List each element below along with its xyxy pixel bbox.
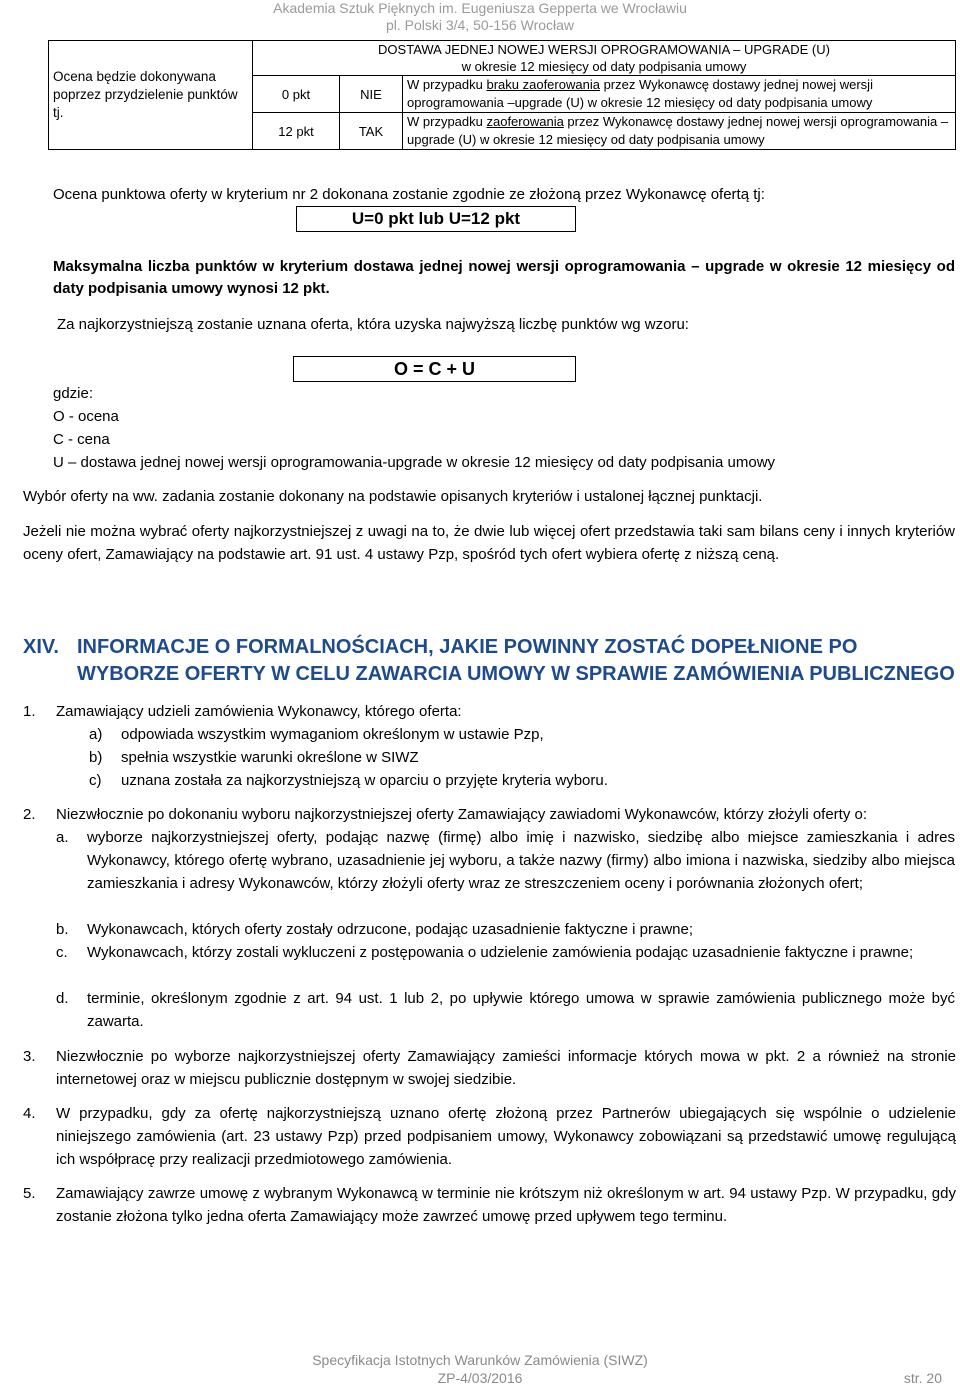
answer-cell: NIE xyxy=(340,76,403,113)
definition-c: C - cena xyxy=(53,431,110,448)
sub-text: Wykonawcach, którzy zostali wykluczeni z postępowania o udzielenie zamówienia podając uzasadnienie faktyczne i prawne; xyxy=(87,944,914,961)
sub-text: odpowiada wszystkim wymaganiom określonym w ustawie Pzp, xyxy=(121,726,544,743)
item-number: 5. xyxy=(23,1185,36,1202)
item-text: W przypadku, gdy za ofertę najkorzystniejszą uznano ofertę złożoną przez Partnerów ubiegających się wspólnie o udzielenie niniejszego zamówienia (art. 23 ustawy Pzp) przed podpisaniem umowy, Wykonawcy zobowiązani są przedstawić umowę regulującą ich współpracę przy realizacji przedmiotowego zamówienia. xyxy=(56,1105,956,1168)
intro-text: Ocena punktowa oferty w kryterium nr 2 dokonana zostanie zgodnie ze złożoną przez Wykonawcę ofertą tj: xyxy=(53,186,765,203)
sub-letter: c. xyxy=(56,944,68,961)
criteria-left-text: Ocena będzie dokonywana poprzez przydzielenie punktów tj. xyxy=(49,41,253,150)
section-title: INFORMACJE O FORMALNOŚCIACH, JAKIE POWINNY ZOSTAĆ DOPEŁNIONE PO WYBORZE OFERTY W CELU ZAWARCIA UMOWY W SPRAWIE ZAMÓWIENIA PUBLICZNEGO xyxy=(77,636,955,685)
definition-u: U – dostawa jednej nowej wersji oprogramowania-upgrade w okresie 12 miesięcy od daty podpisania umowy xyxy=(53,454,776,471)
section-number: XIV. xyxy=(23,636,59,658)
header-address: pl. Polski 3/4, 50-156 Wrocław xyxy=(385,17,575,33)
max-points-text: Maksymalna liczba punktów w kryterium dostawa jednej nowej wersji oprogramowania – upgrade w okresie 12 miesięcy od daty podpisania umowy wynosi 12 pkt. xyxy=(53,258,955,297)
sub-letter: a) xyxy=(89,726,103,743)
sub-text: uznana została za najkorzystniejszą w oparciu o przyjęte kryteria wyboru. xyxy=(121,772,608,789)
sub-text: terminie, określonym zgodnie z art. 94 ust. 1 lub 2, po upływie którego umowa w sprawie zamówienia publicznego może być zawarta. xyxy=(87,990,955,1030)
item-text: Niezwłocznie po wyborze najkorzystniejszej oferty Zamawiający zamieści informacje których mowa w pkt. 2 a również na stronie internetowej oraz w miejscu publicznie dostępnym w swojej siedzibie. xyxy=(56,1048,956,1088)
tie-text: Jeżeli nie można wybrać oferty najkorzystniejszej z uwagi na to, że dwie lub więcej ofert przedstawia taki sam bilans ceny i innych kryteriów oceny ofert, Zamawiający na podstawie art. 91 ust. 4 ustawy Pzp, spośród tych ofert wybiera ofertę z niższą ceną. xyxy=(23,523,955,563)
sub-letter: c) xyxy=(89,772,102,789)
best-offer-text: Za najkorzystniejszą zostanie uznana oferta, która uzyska najwyższą liczbę punktów wg wzoru: xyxy=(57,316,689,333)
definition-o: O - ocena xyxy=(53,408,119,425)
sub-letter: d. xyxy=(56,990,69,1007)
sub-text: Wykonawcach, których oferty zostały odrzucone, podając uzasadnienie faktyczne i prawne; xyxy=(87,921,694,938)
item-number: 4. xyxy=(23,1105,36,1122)
where-label: gdzie: xyxy=(53,385,94,402)
criteria-table xyxy=(48,40,956,150)
answer-cell: TAK xyxy=(340,113,403,150)
sub-text: spełnia wszystkie warunki określone w SIWZ xyxy=(121,749,419,766)
footer-reference: ZP-4/03/2016 xyxy=(437,1370,523,1386)
item-text: Niezwłocznie po dokonaniu wyboru najkorzystniejszej oferty Zamawiający zawiadomi Wykonawców, którzy złożyli oferty o: xyxy=(56,806,868,823)
item-number: 3. xyxy=(23,1048,36,1065)
sub-letter: b) xyxy=(89,749,103,766)
header-institution: Akademia Sztuk Pięknych im. Eugeniusza Gepperta we Wrocławiu xyxy=(273,0,687,16)
points-cell: 12 pkt xyxy=(253,113,340,150)
description-cell: W przypadku zaoferowania przez Wykonawcę dostawy jednej nowej wersji oprogramowania – upgrade (U) w okresie 12 miesięcy od daty podpisania umowy xyxy=(403,113,956,150)
u-formula-box: U=0 pkt lub U=12 pkt xyxy=(296,206,576,232)
points-cell: 0 pkt xyxy=(253,76,340,113)
formula-box: O = C + U xyxy=(293,356,576,382)
criteria-title: DOSTAWA JEDNEJ NOWEJ WERSJI OPROGRAMOWANIA – UPGRADE (U) w okresie 12 miesięcy od daty podpisania umowy xyxy=(253,41,956,76)
sub-letter: b. xyxy=(56,921,69,938)
footer-title: Specyfikacja Istotnych Warunków Zamówienia (SIWZ) xyxy=(312,1352,648,1368)
item-number: 2. xyxy=(23,806,36,823)
item-number: 1. xyxy=(23,703,36,720)
item-text: Zamawiający zawrze umowę z wybranym Wykonawcą w terminie nie krótszym niż określonym w art. 94 ustawy Pzp. W przypadku, gdy zostanie złożona tylko jedna oferta Zamawiający może zawrzeć umowę przed upływem tego terminu. xyxy=(56,1185,956,1225)
sub-text: wyborze najkorzystniejszej oferty, podając nazwę (firmę) albo imię i nazwisko, siedzibę albo miejsce zamieszkania i adres Wykonawcy, którego ofertę wybrano, uzasadnienie jej wyboru, a także nazwy (firmy) albo imiona i nazwiska, siedziby albo miejsca zamieszkania i adresy Wykonawców, którzy złożyli oferty wraz ze streszczeniem oceny i porównania złożonych ofert; xyxy=(87,829,955,892)
page-number: str. 20 xyxy=(903,1370,942,1386)
description-cell: W przypadku braku zaoferowania przez Wykonawcę dostawy jednej nowej wersji oprogramowania –upgrade (U) w okresie 12 miesięcy od daty podpisania umowy xyxy=(403,76,956,113)
sub-letter: a. xyxy=(56,829,69,846)
choice-text: Wybór oferty na ww. zadania zostanie dokonany na podstawie opisanych kryteriów i ustalonej łącznej punktacji. xyxy=(23,488,763,505)
item-text: Zamawiający udzieli zamówienia Wykonawcy, którego oferta: xyxy=(56,703,462,720)
